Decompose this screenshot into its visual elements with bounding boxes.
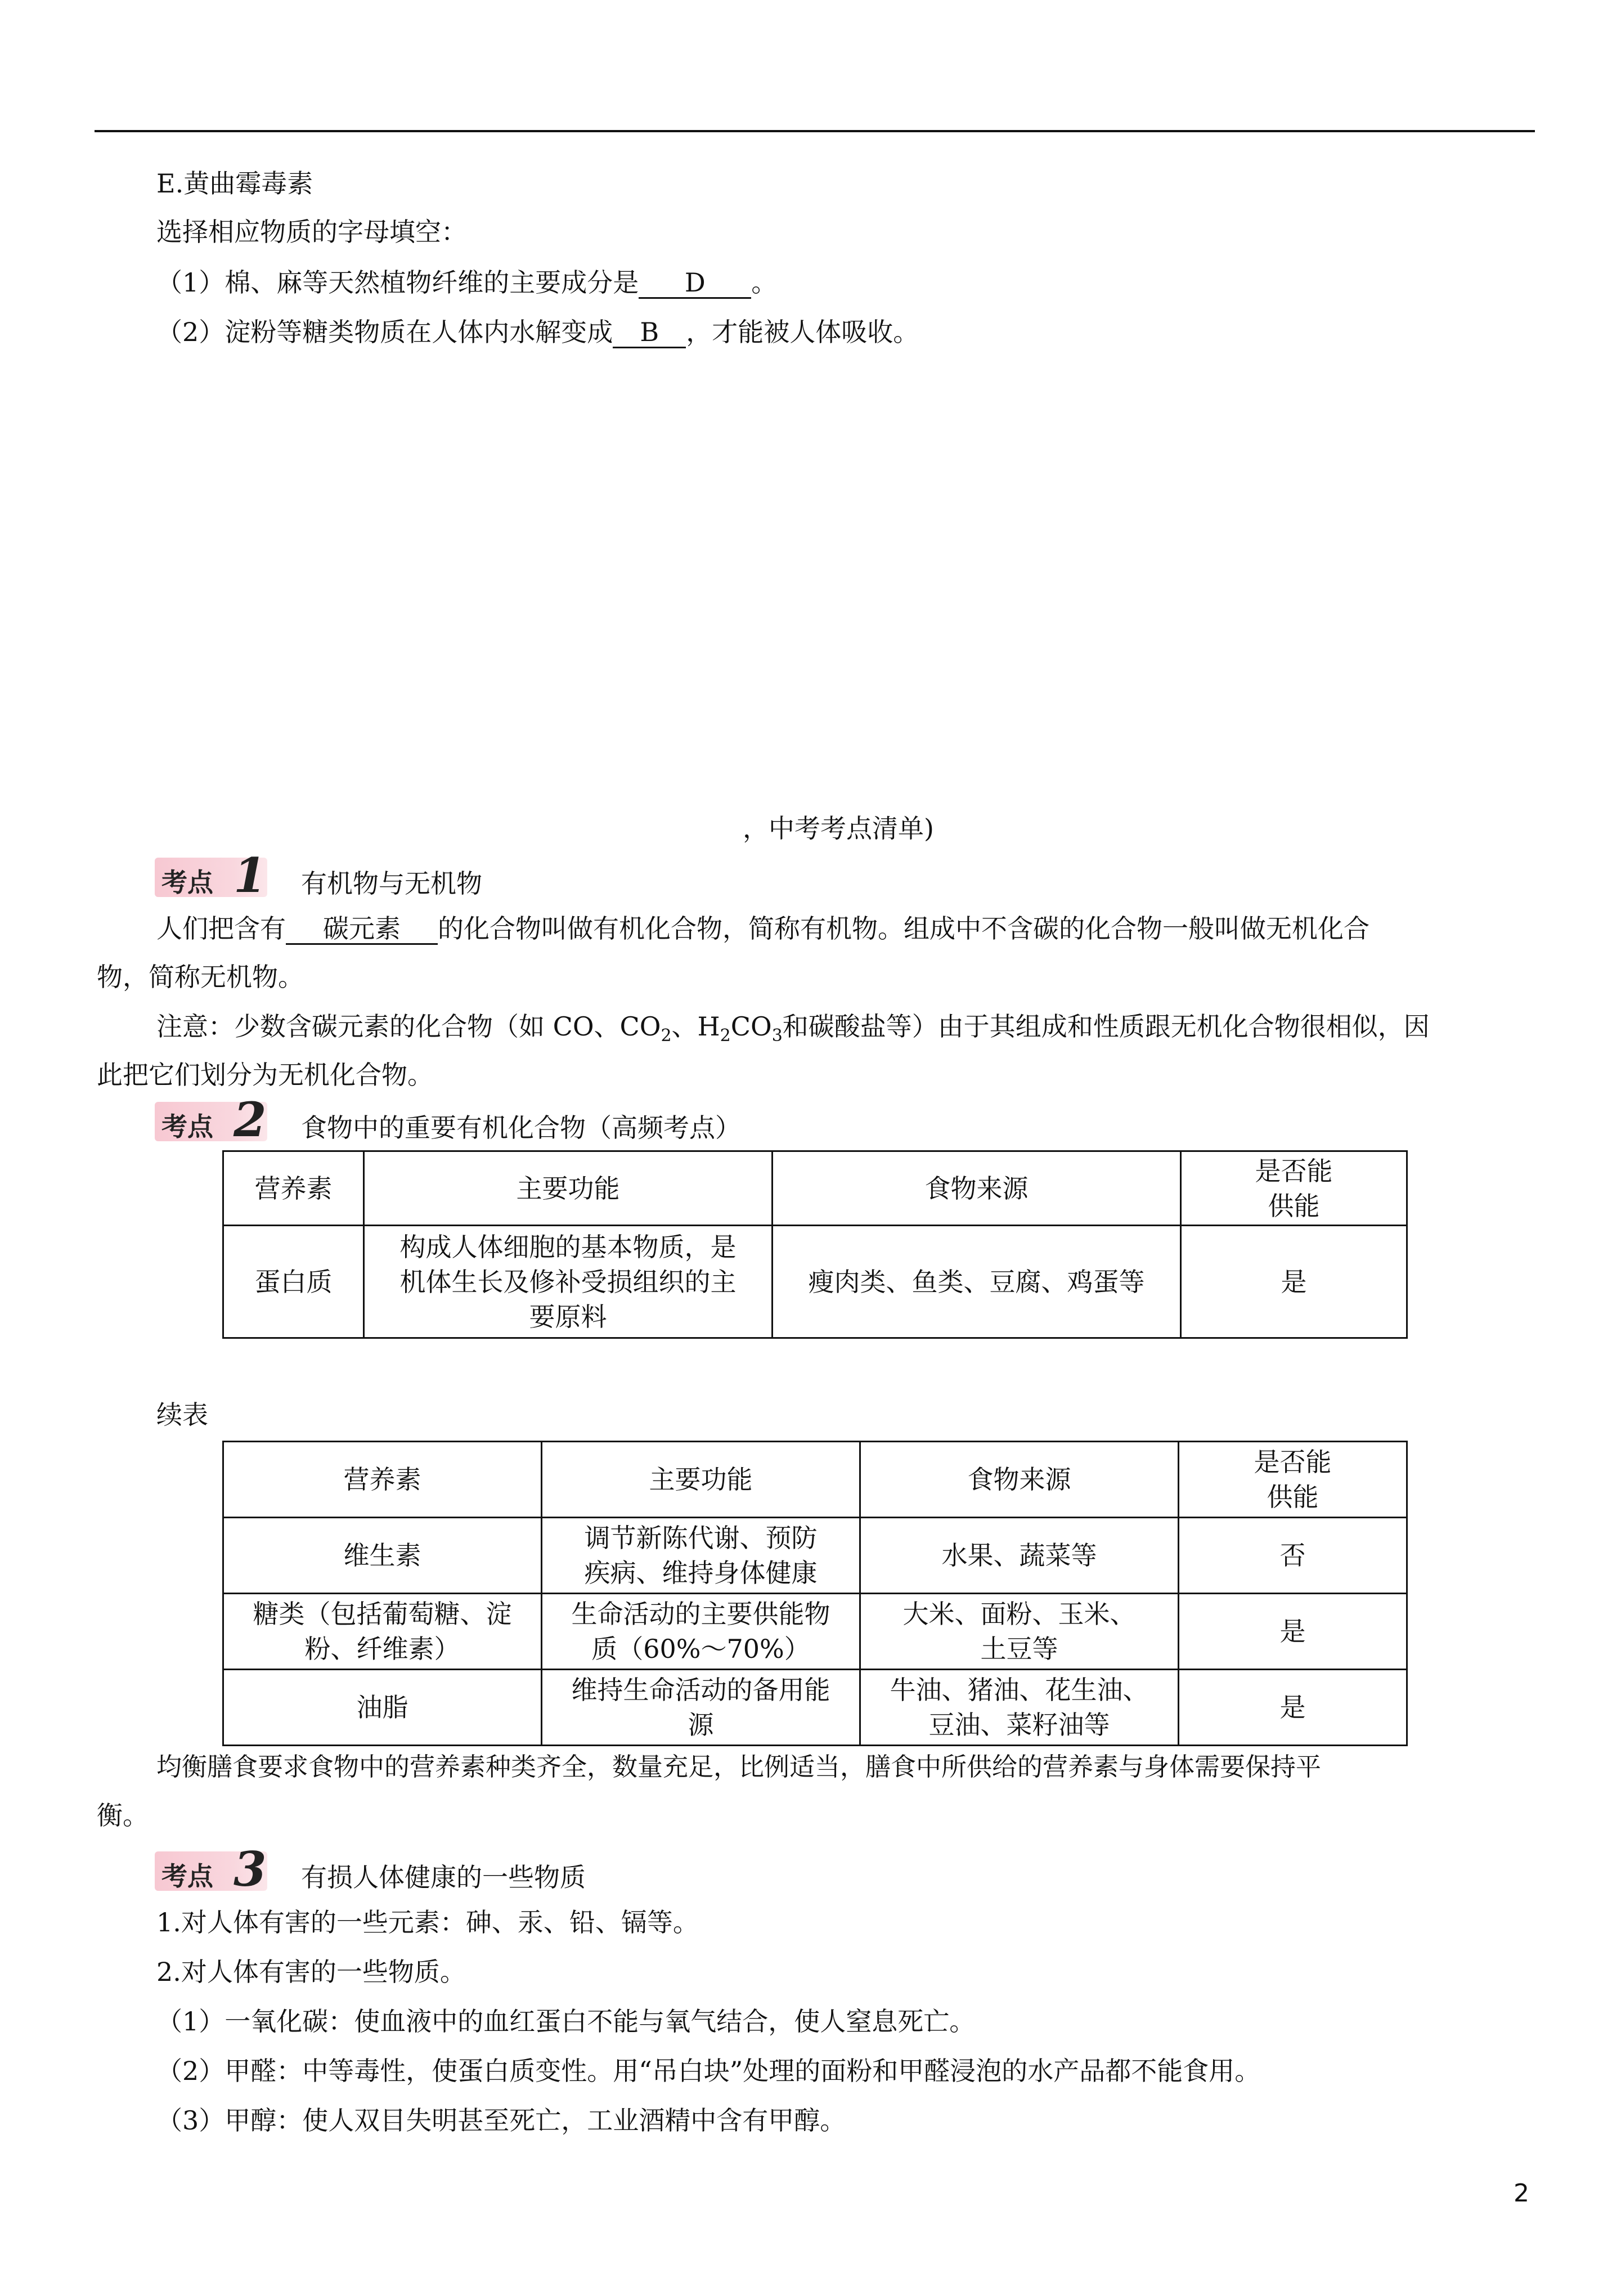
cell-line: 维持生命活动的备用能 <box>571 1675 830 1705</box>
subscript: 3 <box>771 1026 783 1046</box>
cell-line: 生命活动的主要供能物 <box>571 1599 830 1629</box>
cell-line: 疾病、维持身体健康 <box>584 1558 818 1588</box>
cell-line: 土豆等 <box>980 1634 1058 1664</box>
cell-energy: 是 <box>1179 1594 1407 1670</box>
balance-text: 均衡膳食要求食物中的营养素种类齐全，数量充足，比例适当，膳食中所供给的营养素与身体需要保持平 <box>156 1752 1322 1782</box>
cell-function <box>542 1670 860 1746</box>
continued-label: 续表 <box>156 1400 208 1430</box>
badge-label: 考点 <box>161 1111 213 1142</box>
cell-line: 调节新陈代谢、预防 <box>584 1523 818 1553</box>
kaodian-3-topic: 有损人体健康的一些物质 <box>301 1862 586 1893</box>
answer-blank-carbon: 碳元素 <box>286 914 438 945</box>
question-2 <box>156 315 919 349</box>
cell-nutrient <box>223 1594 542 1670</box>
cell-function <box>542 1594 860 1670</box>
cell-energy: 是 <box>1179 1670 1407 1746</box>
page-number: 2 <box>1514 2179 1529 2208</box>
harmful-item: （3）甲醇：使人双目失明甚至死亡，工业酒精中含有甲醇。 <box>156 2105 846 2136</box>
header-energy <box>1181 1151 1407 1226</box>
instruction-text: 选择相应物质的字母填空： <box>156 217 467 247</box>
cell-line: 质（60%～70%） <box>591 1634 810 1664</box>
question-2-end: ，才能被人体吸收。 <box>686 317 919 347</box>
question-2-text: （2）淀粉等糖类物质在人体内水解变成 <box>156 317 613 347</box>
header-function: 主要功能 <box>542 1442 860 1518</box>
header-nutrient: 营养素 <box>223 1442 542 1518</box>
note-part: 、H <box>671 1011 720 1042</box>
cell-source: 水果、蔬菜等 <box>860 1518 1179 1594</box>
harmful-item: 2.对人体有害的一些物质。 <box>156 1957 466 1987</box>
kaodian-1-badge <box>155 847 267 903</box>
kaodian-2-badge <box>155 1092 267 1147</box>
header-source: 食物来源 <box>773 1151 1181 1226</box>
cell-energy: 否 <box>1179 1518 1407 1594</box>
note-text-line2: 此把它们划分为无机化合物。 <box>97 1060 433 1090</box>
option-e: E.黄曲霉毒素 <box>156 168 313 199</box>
table-row <box>223 1226 1407 1338</box>
kaodian-3-badge <box>155 1841 267 1897</box>
cell-line: 牛油、猪油、花生油、 <box>890 1675 1149 1705</box>
cell-nutrient: 蛋白质 <box>223 1226 364 1338</box>
header-rule <box>95 130 1535 132</box>
cell-line: 大米、面粉、玉米、 <box>902 1599 1136 1629</box>
question-1-text: （1）棉、麻等天然植物纤维的主要成分是 <box>156 267 639 298</box>
header-energy-line: 供能 <box>1268 1190 1320 1221</box>
note-text <box>156 1010 1430 1053</box>
definition-text: 人们把含有 <box>156 913 286 944</box>
question-1 <box>156 266 777 299</box>
table-row <box>223 1518 1407 1594</box>
question-1-end: 。 <box>751 267 778 298</box>
cell-nutrient: 油脂 <box>223 1670 542 1746</box>
cell-line: 要原料 <box>529 1301 607 1332</box>
cell-line: 构成人体细胞的基本物质，是 <box>399 1231 737 1262</box>
cell-line: 机体生长及修补受损组织的主 <box>399 1266 737 1297</box>
table-header-row <box>223 1151 1407 1226</box>
badge-number: 1 <box>234 847 267 903</box>
cell-source <box>860 1670 1179 1746</box>
cell-source: 瘦肉类、鱼类、豆腐、鸡蛋等 <box>773 1226 1181 1338</box>
header-energy-line: 是否能 <box>1255 1155 1333 1186</box>
badge-label: 考点 <box>161 867 213 898</box>
header-source: 食物来源 <box>860 1442 1179 1518</box>
subscript: 2 <box>661 1026 672 1046</box>
harmful-item: （1）一氧化碳：使血液中的血红蛋白不能与氧气结合，使人窒息死亡。 <box>156 2006 976 2037</box>
organic-definition <box>156 912 1369 945</box>
table-row <box>223 1670 1407 1746</box>
kaodian-2-topic: 食物中的重要有机化合物（高频考点） <box>301 1113 741 1143</box>
badge-number: 3 <box>234 1841 267 1897</box>
note-part: 和碳酸盐等）由于其组成和性质跟无机化合物很相似，因 <box>782 1011 1430 1042</box>
cell-function <box>542 1518 860 1594</box>
answer-blank-2: B <box>613 317 686 348</box>
cell-nutrient: 维生素 <box>223 1518 542 1594</box>
note-part: 注意：少数含碳元素的化合物（如 CO、CO <box>156 1011 661 1042</box>
harmful-item: 1.对人体有害的一些元素：砷、汞、铅、镉等。 <box>156 1907 699 1938</box>
cell-line: 豆油、菜籽油等 <box>928 1710 1110 1740</box>
balance-text-line2: 衡。 <box>97 1800 149 1831</box>
badge-label: 考点 <box>161 1861 213 1891</box>
cell-line: 糖类（包括葡萄糖、淀 <box>253 1599 512 1629</box>
kaodian-1-topic: 有机物与无机物 <box>301 868 482 899</box>
table-header-row <box>223 1442 1407 1518</box>
header-function: 主要功能 <box>364 1151 773 1226</box>
cell-line: 源 <box>688 1710 714 1740</box>
section-title: ，中考考点清单) <box>743 813 934 844</box>
badge-number: 2 <box>234 1092 267 1147</box>
cell-line: 粉、纤维素） <box>304 1634 460 1664</box>
nutrient-table-1 <box>222 1150 1408 1339</box>
table-row <box>223 1594 1407 1670</box>
note-part: CO <box>730 1011 772 1042</box>
cell-energy: 是 <box>1181 1226 1407 1338</box>
header-nutrient: 营养素 <box>223 1151 364 1226</box>
answer-blank-1: D <box>639 268 751 299</box>
definition-text-cont: 的化合物叫做有机化合物，简称有机物。组成中不含碳的化合物一般叫做无机化合 <box>438 913 1369 944</box>
header-energy-line: 是否能 <box>1254 1447 1332 1477</box>
subscript: 2 <box>720 1026 731 1046</box>
organic-definition-line2: 物，简称无机物。 <box>97 962 304 992</box>
cell-source <box>860 1594 1179 1670</box>
cell-function <box>364 1226 773 1338</box>
harmful-item: （2）甲醛：中等毒性，使蛋白质变性。用“吊白块”处理的面粉和甲醛浸泡的水产品都不能食用。 <box>156 2056 1261 2086</box>
header-energy-line: 供能 <box>1267 1482 1319 1512</box>
nutrient-table-2 <box>222 1441 1408 1746</box>
header-energy <box>1179 1442 1407 1518</box>
